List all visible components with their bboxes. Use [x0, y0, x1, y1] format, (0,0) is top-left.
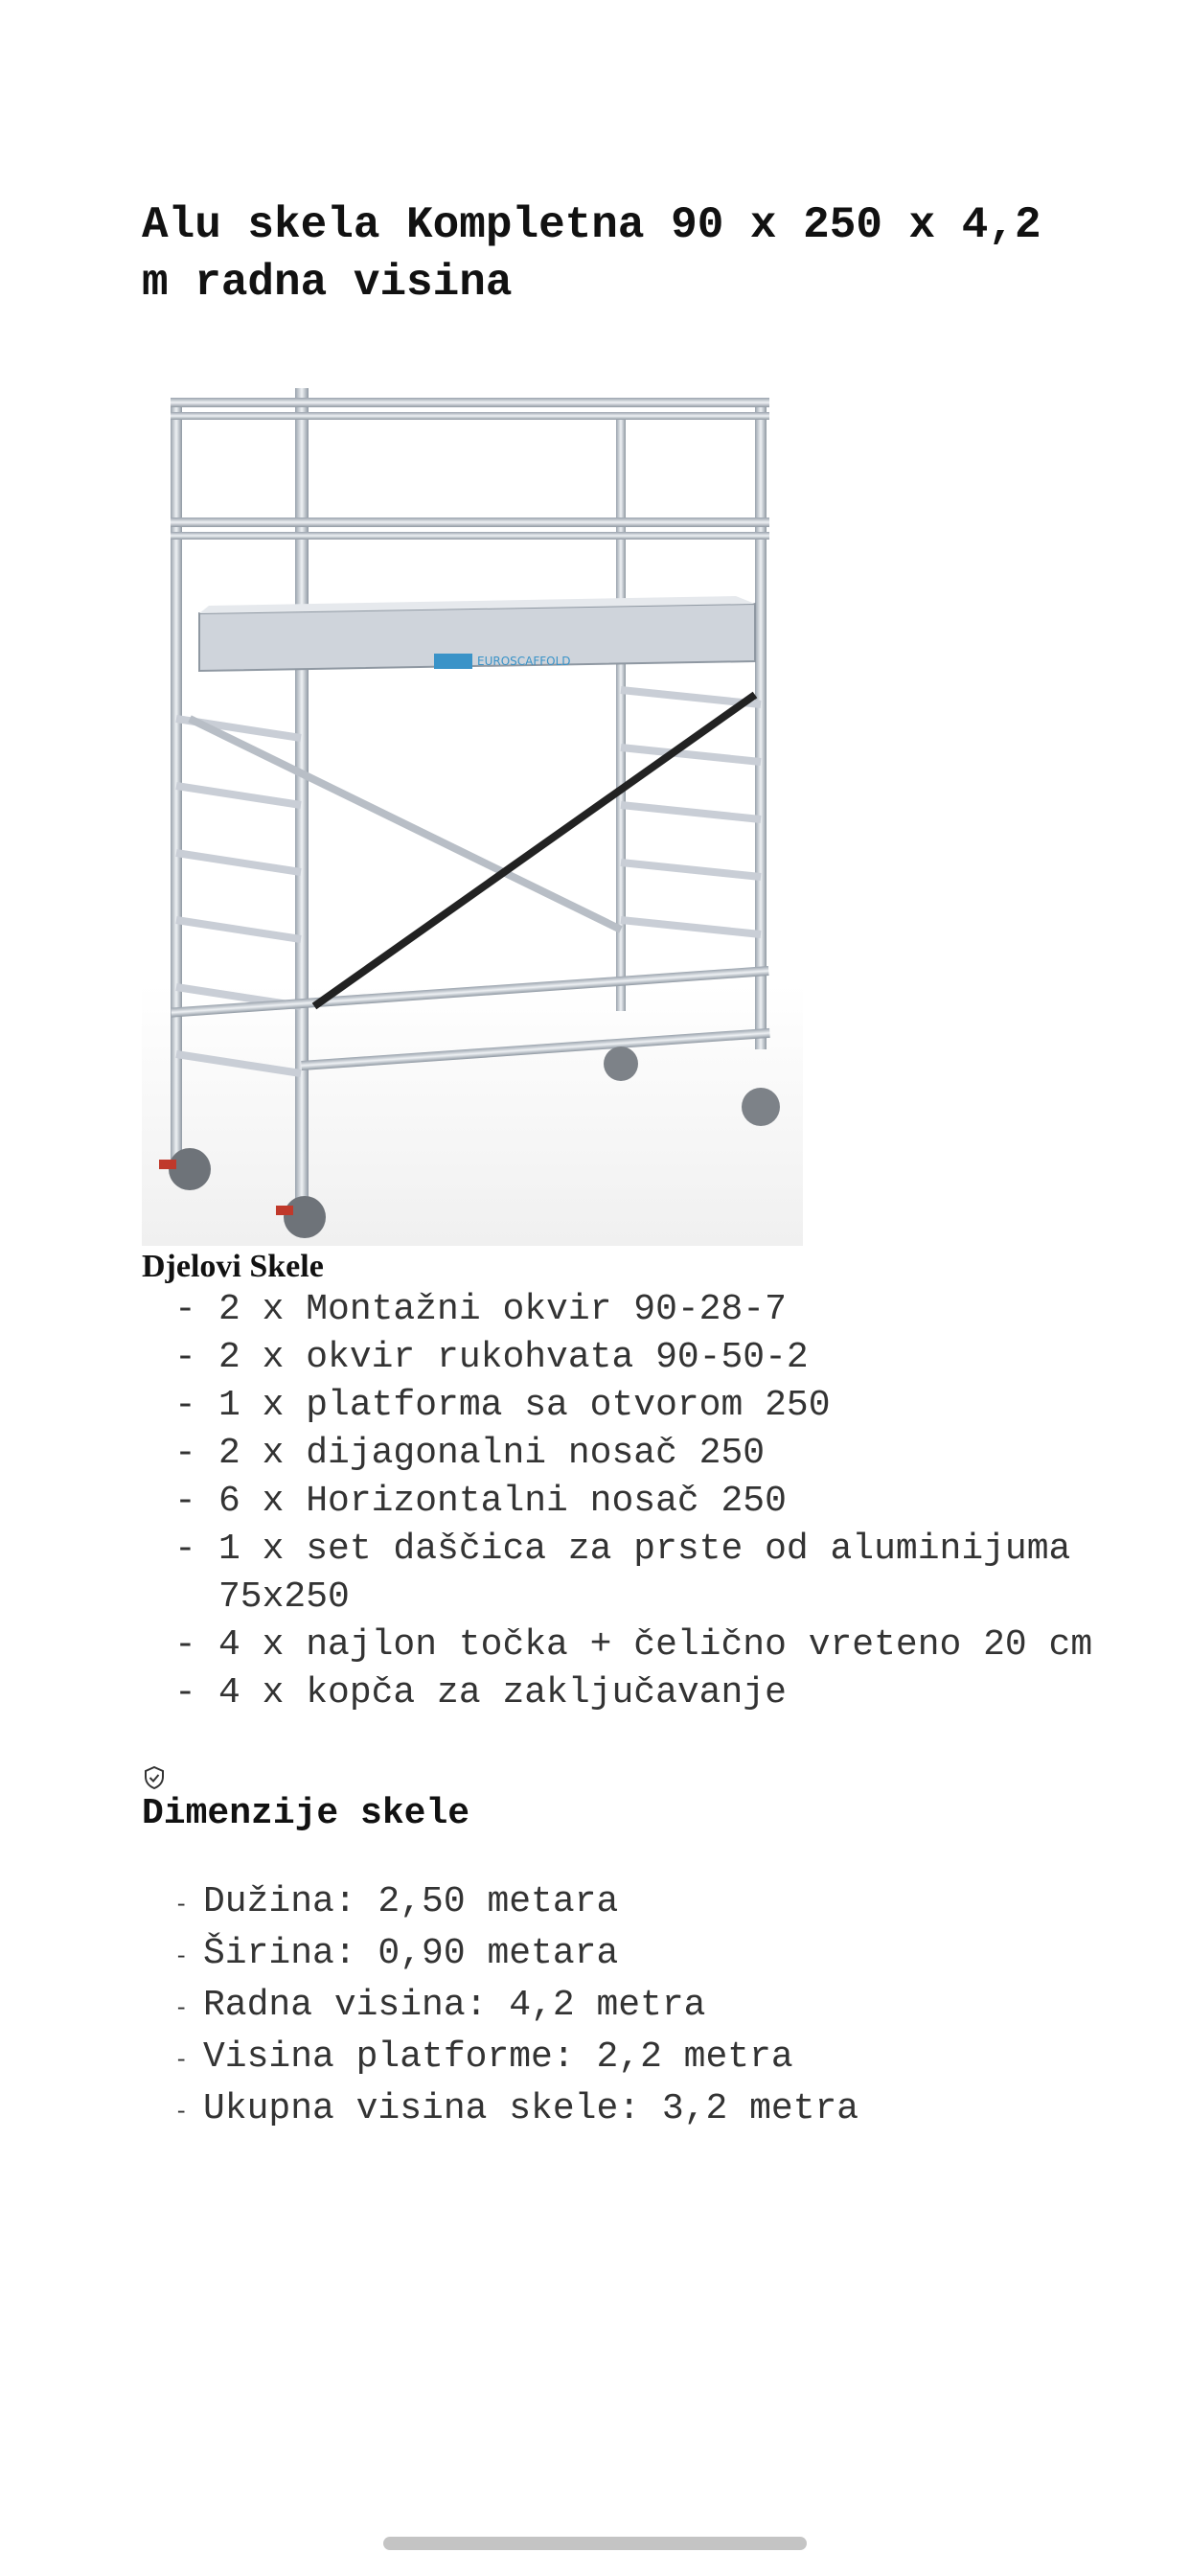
list-item: - 2 x dijagonalni nosač 250 — [174, 1433, 766, 1474]
shield-check-icon — [144, 1766, 165, 1789]
list-item: - Radna visina: 4,2 metra — [174, 1985, 706, 2026]
list-item: - 6 x Horizontalni nosač 250 — [174, 1481, 787, 1522]
list-item: - 2 x Montažni okvir 90-28-7 — [174, 1289, 787, 1330]
dimensions-list — [174, 1878, 858, 2137]
list-item: - Dužina: 2,50 metara — [174, 1881, 619, 1922]
list-item: - Visina platforme: 2,2 metra — [174, 2036, 793, 2078]
parts-heading: Djelovi Skele — [142, 1249, 324, 1284]
list-item: - Ukupna visina skele: 3,2 metra — [174, 2088, 859, 2129]
list-item: - 1 x set daščica za prste od aluminijuma 75x250 — [174, 1529, 1071, 1618]
list-item: - 1 x platforma sa otvorom 250 — [174, 1385, 831, 1426]
dimensions-heading: Dimenzije skele — [142, 1793, 470, 1834]
scaffold-illustration — [142, 374, 803, 1246]
home-indicator[interactable] — [383, 2537, 807, 2550]
list-item: - 4 x kopča za zaključavanje — [174, 1672, 787, 1714]
product-title: Alu skela Kompletna 90 x 250 x 4,2 m radna visina — [142, 200, 1041, 308]
brand-label: EUROSCAFFOLD — [477, 655, 571, 668]
list-item: - Širina: 0,90 metara — [174, 1933, 619, 1974]
list-item: - 4 x najlon točka + čelično vreteno 20 cm — [174, 1624, 1093, 1666]
parts-list — [174, 1286, 1133, 1717]
list-item: - 2 x okvir rukohvata 90-50-2 — [174, 1337, 809, 1378]
scaffold-product-image[interactable] — [142, 374, 803, 1246]
